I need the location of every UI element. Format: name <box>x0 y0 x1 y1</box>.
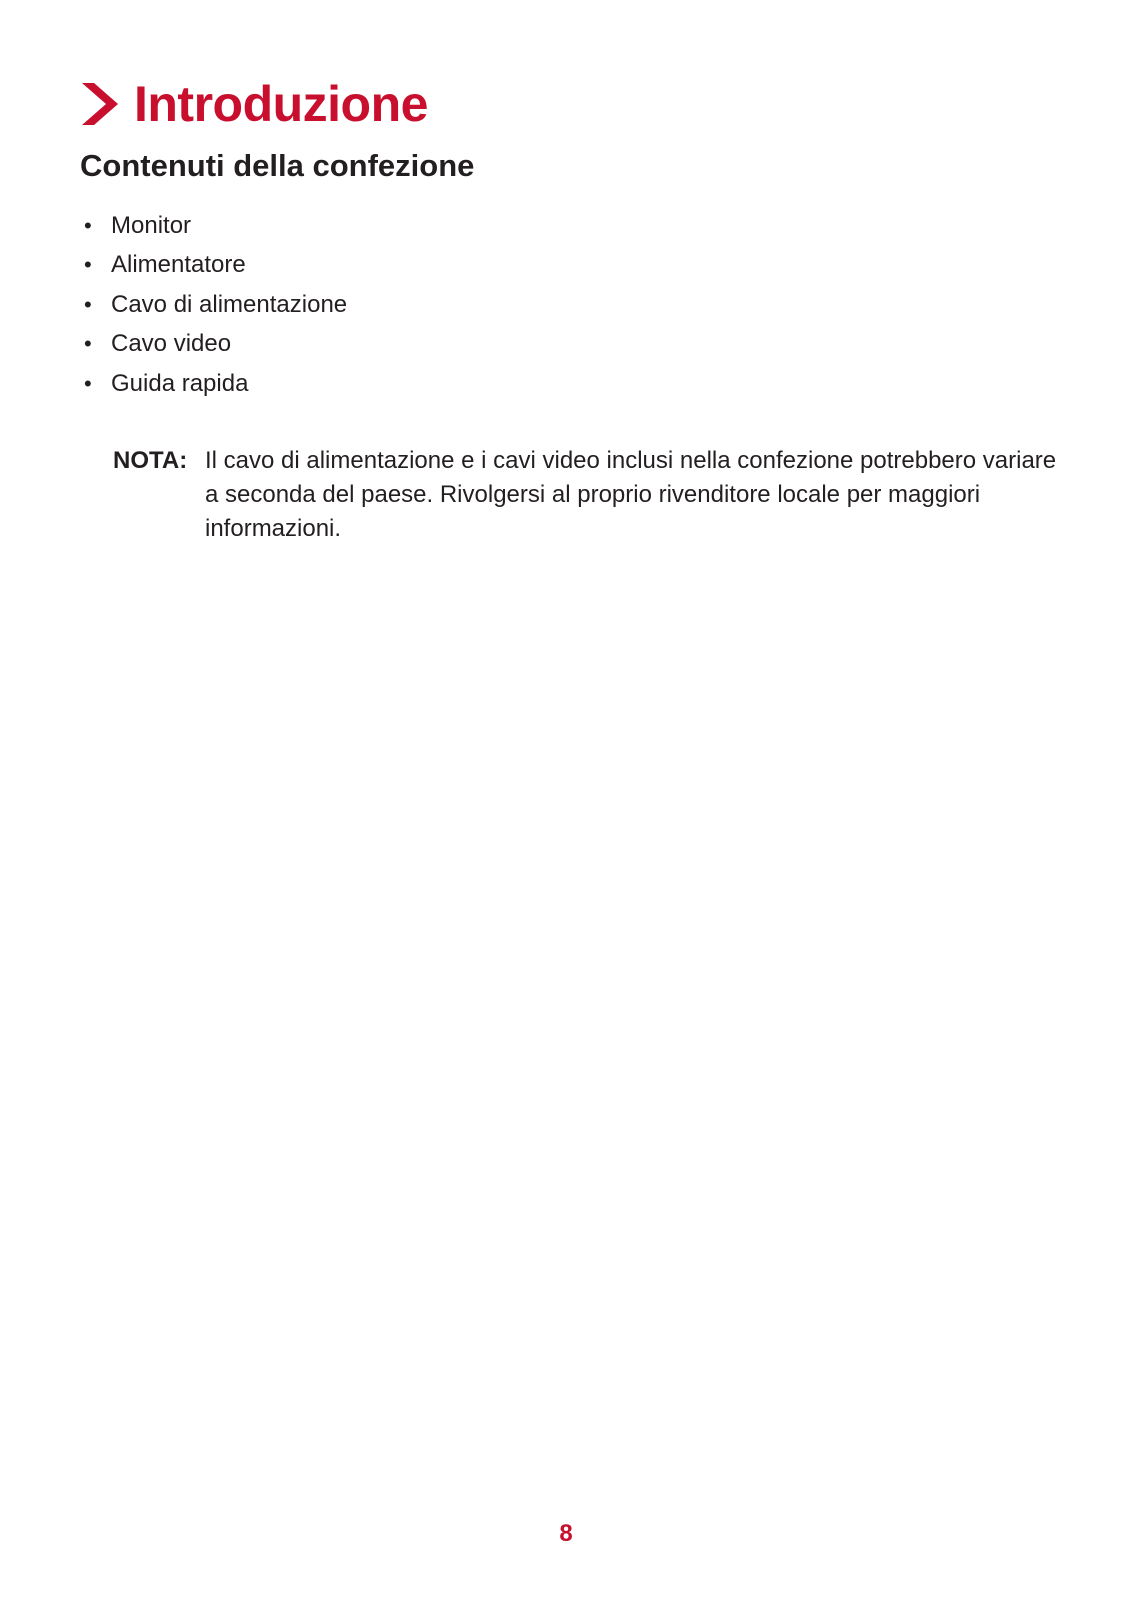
page-number: 8 <box>559 1520 573 1547</box>
note-label: NOTA: <box>113 447 188 474</box>
bullet: • <box>84 252 92 278</box>
list-item-label: Monitor <box>111 211 192 239</box>
bullet: • <box>84 291 92 317</box>
page-title: Introduzione <box>134 76 428 132</box>
list-item <box>84 325 347 365</box>
list-item <box>84 285 347 325</box>
page-header <box>80 76 428 132</box>
list-item <box>84 206 347 246</box>
bullet: • <box>84 331 92 357</box>
bullet: • <box>84 212 92 238</box>
bullet: • <box>84 370 92 396</box>
note-text: Il cavo di alimentazione e i cavi video inclusi nella confezione potrebbero variare a seconda del paese. Rivolgersi al proprio rivenditore locale per maggiori informazioni. <box>205 447 1057 542</box>
list-item <box>84 246 347 286</box>
chevron-right-icon <box>80 81 120 127</box>
list-item-label: Alimentatore <box>111 251 246 279</box>
section-heading: Contenuti della confezione <box>80 148 475 183</box>
list-item <box>84 364 347 404</box>
package-contents-list <box>84 206 347 404</box>
list-item-label: Cavo video <box>111 330 232 358</box>
list-item-label: Guida rapida <box>111 369 249 397</box>
list-item-label: Cavo di alimentazione <box>111 290 348 318</box>
